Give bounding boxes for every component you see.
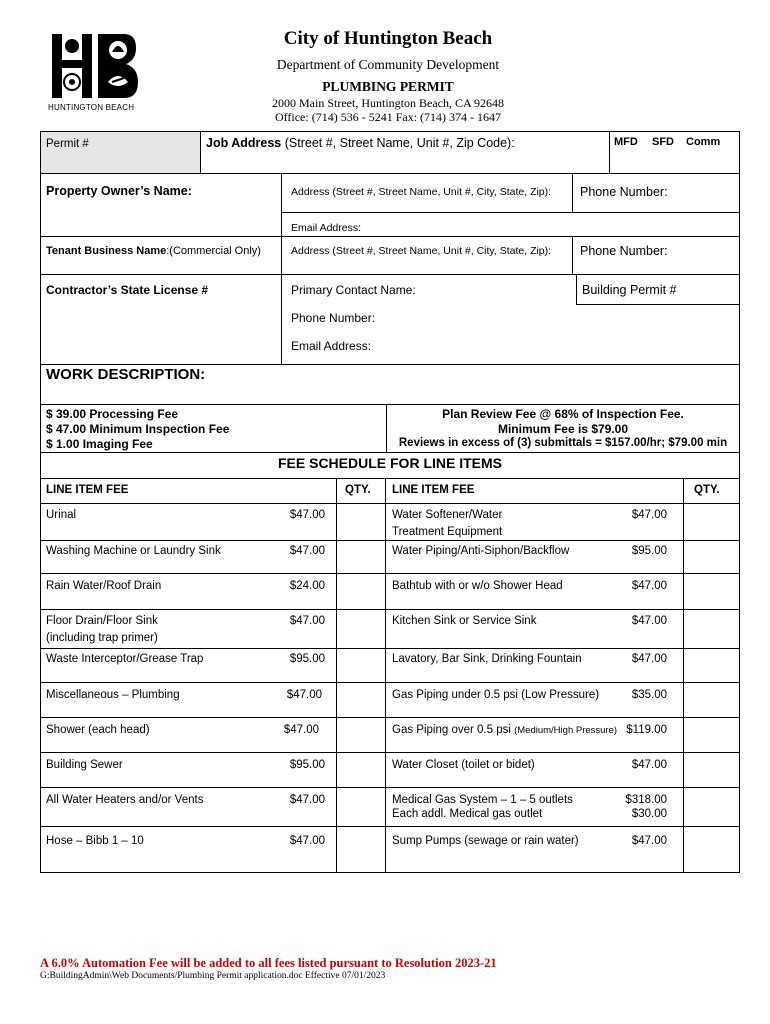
fee-schedule-title: FEE SCHEDULE FOR LINE ITEMS	[277, 455, 502, 471]
left-price-3: $47.00	[289, 615, 325, 627]
left-price-1: $47.00	[289, 545, 325, 557]
left-price-8: $47.00	[289, 794, 325, 806]
owner-email-label: Email Address:	[291, 222, 362, 234]
mfd-option[interactable]: MFD	[614, 136, 638, 148]
primary-contact-label: Primary Contact Name:	[291, 283, 416, 297]
minimum-fee: Minimum Fee is $79.00	[497, 422, 629, 436]
left-item-8: All Water Heaters and/or Vents	[46, 794, 204, 806]
office-phones: Office: (714) 536 - 5241 Fax: (714) 374 - 1647	[274, 110, 502, 124]
left-item-3: Floor Drain/Floor Sink	[46, 615, 158, 627]
right-price-9: $47.00	[631, 835, 667, 847]
left-price-5: $47.00	[286, 689, 322, 701]
contractor-license-label: Contractor’s State License #	[46, 283, 209, 297]
logo-caption: HUNTINGTON BEACH	[48, 103, 135, 112]
property-owner-label: Property Owner’s Name:	[46, 184, 192, 198]
left-item-2: Rain Water/Roof Drain	[46, 580, 162, 592]
office-address: 2000 Main Street, Huntington Beach, CA 92648	[272, 96, 504, 110]
right-item-8-note: Each addl. Medical gas outlet	[392, 808, 543, 820]
job-address-hint: (Street #, Street Name, Unit #, Zip Code):	[281, 136, 515, 150]
right-item-4: Lavatory, Bar Sink, Drinking Fountain	[392, 653, 582, 665]
tenant-business-bold: Tenant Business Name	[46, 245, 167, 257]
work-description-label: WORK DESCRIPTION:	[46, 366, 206, 383]
left-item-header: LINE ITEM FEE	[46, 484, 129, 496]
tenant-address-label: Address (Street #, Street Name, Unit #, City, State, Zip):	[291, 245, 552, 257]
right-item-0: Water Softener/Water	[392, 509, 503, 521]
right-item-9: Sump Pumps (sewage or rain water)	[392, 835, 579, 847]
reviews-excess-fee: Reviews in excess of (3) submittals = $157.00/hr; $79.00 min	[398, 437, 728, 449]
right-price-8-addl: $30.00	[631, 808, 667, 820]
left-price-9: $47.00	[289, 835, 325, 847]
right-price-1: $95.00	[631, 545, 667, 557]
document-path: G:BuildingAdmin\Web Documents/Plumbing Permit application.doc Effective 07/01/2023	[40, 971, 386, 981]
right-item-6-pressure: (Medium/High Pressure)	[514, 725, 618, 736]
right-item-5: Gas Piping under 0.5 psi (Low Pressure)	[392, 689, 600, 701]
job-address-bold: Job Address	[206, 136, 282, 150]
right-item-6	[392, 724, 617, 736]
job-address-label	[206, 136, 515, 150]
comm-option[interactable]: Comm	[686, 136, 721, 148]
left-item-7: Building Sewer	[46, 759, 123, 771]
right-price-4: $47.00	[631, 653, 667, 665]
right-item-2: Bathtub with or w/o Shower Head	[392, 580, 563, 592]
automation-fee-notice: A 6.0% Automation Fee will be added to all fees listed pursuant to Resolution 2023-21	[40, 956, 497, 970]
left-item-4: Waste Interceptor/Grease Trap	[46, 653, 204, 665]
left-price-6: $47.00	[283, 724, 319, 736]
permit-number-label: Permit #	[46, 138, 89, 150]
permit-title: PLUMBING PERMIT	[322, 79, 454, 94]
department-name: Department of Community Development	[276, 57, 500, 72]
right-item-8: Medical Gas System – 1 – 5 outlets	[392, 794, 573, 806]
minimum-inspection-fee: $ 47.00 Minimum Inspection Fee	[46, 422, 230, 436]
left-item-0: Urinal	[46, 509, 77, 521]
huntington-beach-logo-icon	[48, 30, 140, 102]
right-price-2: $47.00	[631, 580, 667, 592]
tenant-phone-label: Phone Number:	[580, 244, 668, 258]
right-price-3: $47.00	[631, 615, 667, 627]
imaging-fee: $ 1.00 Imaging Fee	[46, 437, 153, 451]
right-item-1: Water Piping/Anti-Siphon/Backflow	[392, 545, 570, 557]
sfd-option[interactable]: SFD	[652, 136, 674, 148]
plan-review-fee: Plan Review Fee @ 68% of Inspection Fee.	[442, 407, 684, 421]
left-qty-header: QTY.	[345, 484, 371, 496]
right-item-3: Kitchen Sink or Service Sink	[392, 615, 537, 627]
left-item-3-note: (including trap primer)	[46, 632, 158, 644]
right-price-6: $119.00	[626, 724, 667, 736]
contractor-phone-label: Phone Number:	[291, 311, 376, 325]
left-item-9: Hose – Bibb 1 – 10	[46, 835, 144, 847]
right-item-6-name: Gas Piping over 0.5 psi	[392, 724, 515, 736]
left-price-7: $95.00	[289, 759, 325, 771]
tenant-business-hint: :(Commercial Only)	[166, 245, 261, 257]
right-item-7: Water Closet (toilet or bidet)	[392, 759, 535, 771]
tenant-business-label	[46, 245, 261, 257]
left-price-2: $24.00	[289, 580, 325, 592]
right-item-0-note: Treatment Equipment	[392, 526, 503, 538]
right-item-header: LINE ITEM FEE	[392, 484, 475, 496]
right-price-7: $47.00	[631, 759, 667, 771]
processing-fee: $ 39.00 Processing Fee	[46, 407, 179, 421]
right-price-8: $318.00	[625, 794, 667, 806]
right-price-0: $47.00	[631, 509, 667, 521]
contractor-email-label: Email Address:	[291, 339, 372, 353]
owner-phone-label: Phone Number:	[580, 185, 668, 199]
right-price-5: $35.00	[631, 689, 667, 701]
city-logo	[48, 30, 144, 120]
city-title: City of Huntington Beach	[283, 28, 493, 49]
left-item-1: Washing Machine or Laundry Sink	[46, 545, 221, 557]
left-price-0: $47.00	[289, 509, 325, 521]
left-price-4: $95.00	[289, 653, 325, 665]
left-item-5: Miscellaneous – Plumbing	[46, 689, 180, 701]
owner-address-label: Address (Street #, Street Name, Unit #, City, State, Zip):	[291, 186, 552, 198]
building-permit-label: Building Permit #	[582, 283, 677, 297]
left-item-6: Shower (each head)	[46, 724, 150, 736]
right-qty-header: QTY.	[694, 484, 720, 496]
